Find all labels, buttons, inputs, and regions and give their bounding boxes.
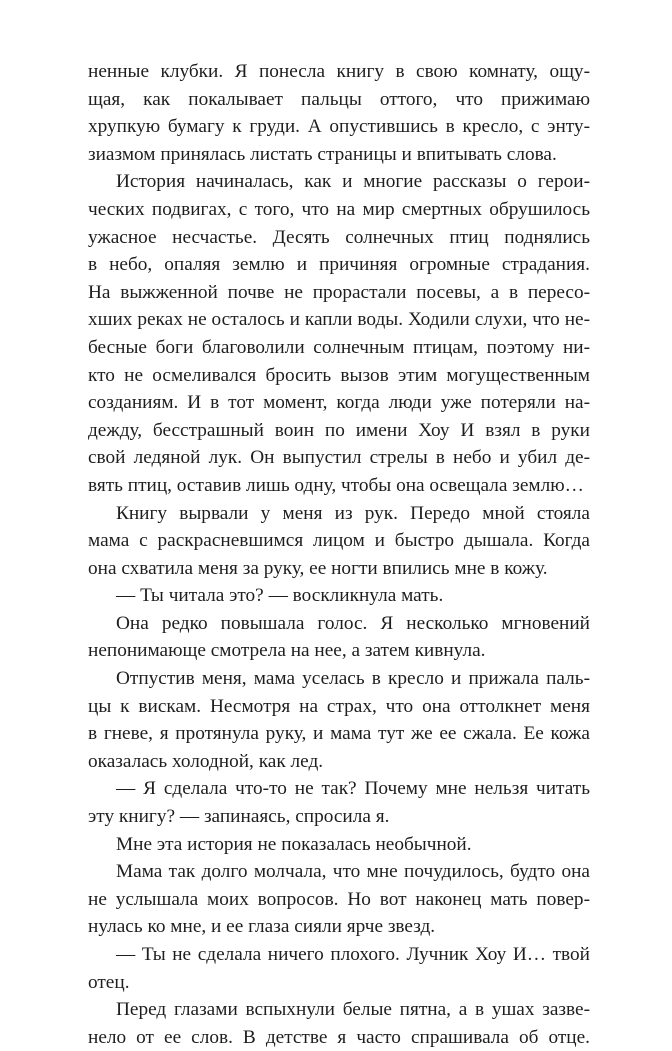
text-line: хрупкую бумагу к груди. А опустившись в кресло, с энту- xyxy=(88,116,590,138)
paragraph xyxy=(88,610,590,665)
text-line: На выжженной почве не прорастали посевы, а в пересо- xyxy=(88,281,590,303)
paragraph xyxy=(88,941,590,996)
text-line: бесные боги благоволили солнечным птицам, поэтому ни- xyxy=(88,336,590,358)
text-line: не услышала моих вопросов. Но вот наконец мать повер- xyxy=(88,888,590,910)
text-line: История начиналась, как и многие рассказы о герои- xyxy=(116,171,590,193)
text-line: — Ты не сделала ничего плохого. Лучник Хоу И… твой xyxy=(116,944,590,965)
text-line: хших реках не осталось и капли воды. Ходили слухи, что не- xyxy=(88,309,590,331)
text-line: в небо, опаляя землю и причиняя огромные страдания. xyxy=(88,254,590,276)
text-line: ненные клубки. Я понесла книгу в свою комнату, ощу- xyxy=(88,61,590,82)
paragraph xyxy=(88,858,590,941)
text-line: она схватила меня за руку, ее ногти впились мне в кожу. xyxy=(88,557,548,579)
text-line: Мама так долго молчала, что мне почудилось, будто она xyxy=(116,861,590,883)
paragraph xyxy=(88,168,590,499)
paragraph xyxy=(88,775,590,830)
text-line: Мне эта история не показалась необычной. xyxy=(116,833,472,855)
paragraph xyxy=(88,582,590,610)
text-line: отец. xyxy=(88,971,130,993)
paragraph xyxy=(88,500,590,583)
text-line: непонимающе смотрела на нее, а затем кивнула. xyxy=(88,640,486,662)
text-line: в гневе, я протянула руку, и мама тут же ее сжала. Ее кожа xyxy=(88,723,590,745)
text-line: Отпустив меня, мама уселась в кресло и прижала паль- xyxy=(116,668,590,690)
page-text xyxy=(88,58,590,1051)
text-line: Перед глазами вспыхнули белые пятна, а в ушах зазве- xyxy=(116,999,590,1021)
text-line: кто не осмеливался бросить вызов этим могущественным xyxy=(88,364,590,386)
text-line: мама с раскрасневшимся лицом и быстро дышала. Когда xyxy=(88,530,590,552)
text-line: цы к вискам. Несмотря на страх, что она оттолкнет меня xyxy=(88,695,590,717)
text-line: созданиям. И в тот момент, когда люди уже потеряли на- xyxy=(88,392,590,414)
text-line: ужасное несчастье. Десять солнечных птиц поднялись xyxy=(88,226,590,248)
text-line: эту книгу? — запинаясь, спросила я. xyxy=(88,806,390,828)
text-line: — Я сделала что-то не так? Почему мне нельзя читать xyxy=(116,778,590,800)
paragraph xyxy=(88,831,590,859)
text-line: щая, как покалывает пальцы оттого, что прижимаю xyxy=(88,88,590,110)
paragraph xyxy=(88,665,590,775)
text-line: нулась ко мне, и ее глаза сияли ярче звезд. xyxy=(88,916,436,938)
paragraph xyxy=(88,996,590,1051)
text-line: — Ты читала это? — воскликнула мать. xyxy=(116,585,444,607)
text-line: зиазмом принялась листать страницы и впитывать слова. xyxy=(88,143,557,165)
text-line: ческих подвигах, с того, что на мир смертных обрушилось xyxy=(88,198,590,220)
text-line: нело от ее слов. В детстве я часто спрашивала об отце. xyxy=(88,1026,590,1048)
text-line: Книгу вырвали у меня из рук. Передо мной стояла xyxy=(116,502,590,524)
text-line: Она редко повышала голос. Я несколько мгновений xyxy=(116,612,590,634)
text-line: оказалась холодной, как лед. xyxy=(88,750,324,772)
text-line: вять птиц, оставив лишь одну, чтобы она освещала землю… xyxy=(88,474,584,496)
text-line: дежду, бесстрашный воин по имени Хоу И взял в руки xyxy=(88,419,590,441)
text-line: свой ледяной лук. Он выпустил стрелы в небо и убил де- xyxy=(88,447,590,469)
paragraph xyxy=(88,58,590,168)
